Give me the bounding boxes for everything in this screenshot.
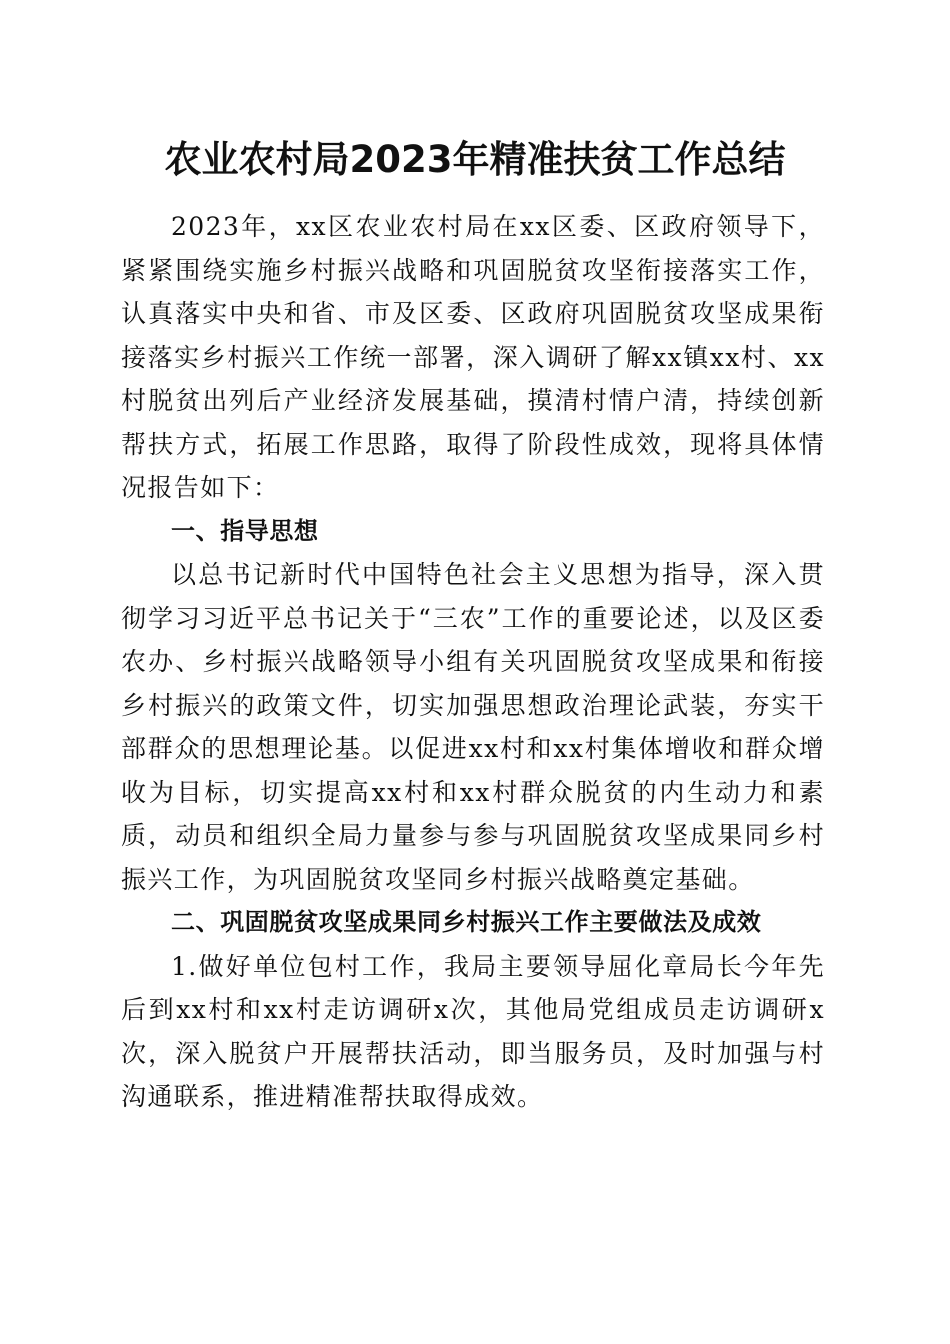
document-body xyxy=(121,205,825,1119)
document-title: 农业农村局2023年精准扶贫工作总结 xyxy=(164,138,786,181)
section-heading-guiding-ideology: 一、指导思想 xyxy=(171,516,319,545)
intro-paragraph: 2023年，xx区农业农村局在xx区委、区政府领导下，紧紧围绕实施乡村振兴战略和巩固脱贫攻坚衔接落实工作，认真落实中央和省、市及区委、区政府巩固脱贫攻坚成果衔接落实乡村振兴工作统一部署，深入调研了解xx镇xx村、xx村脱贫出列后产业经济发展基础，摸清村情户清，持续创新帮扶方式，拓展工作思路，取得了阶段性成效，现将具体情况报告如下： xyxy=(121,212,825,502)
main-practices-paragraph: 1.做好单位包村工作，我局主要领导屈化章局长今年先后到xx村和xx村走访调研x次，其他局党组成员走访调研x次，深入脱贫户开展帮扶活动，即当服务员，及时加强与村沟通联系，推进精准帮扶取得成效。 xyxy=(121,951,825,1111)
section-heading-main-practices: 二、巩固脱贫攻坚成果同乡村振兴工作主要做法及成效 xyxy=(171,908,762,936)
guiding-ideology-paragraph: 以总书记新时代中国特色社会主义思想为指导，深入贯彻学习习近平总书记关于“三农”工作的重要论述，以及区委农办、乡村振兴战略领导小组有关巩固脱贫攻坚成果和衔接乡村振兴的政策文件，切实加强思想政治理论武装，夯实干部群众的思想理论基。以促进xx村和xx村集体增收和群众增收为目标，切实提高xx村和xx村群众脱贫的内生动力和素质，动员和组织全局力量参与参与巩固脱贫攻坚成果同乡村振兴工作，为巩固脱贫攻坚同乡村振兴战略奠定基础。 xyxy=(121,560,825,894)
